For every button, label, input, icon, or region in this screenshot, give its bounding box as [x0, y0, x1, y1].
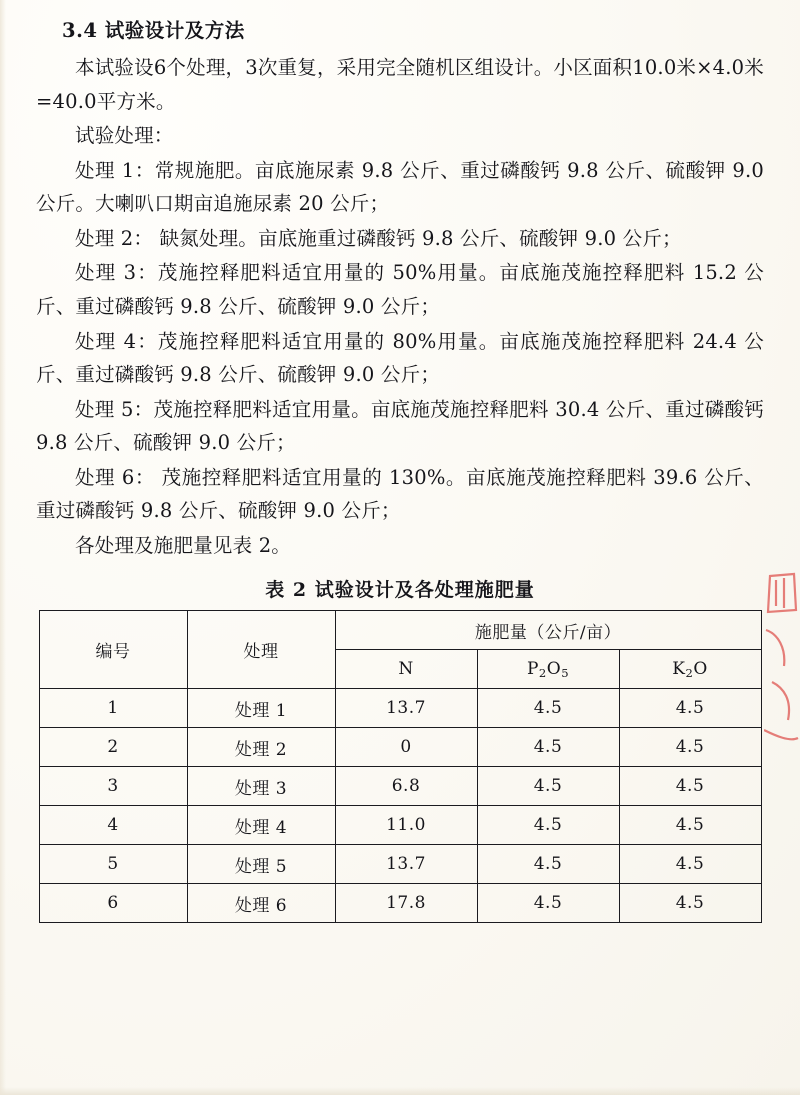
scan-edge-left	[0, 0, 6, 1095]
paragraph-treatment-2: 处理 2： 缺氮处理。亩底施重过磷酸钙 9.8 公斤、硫酸钾 9.0 公斤；	[75, 226, 682, 250]
cell-k: 4.5	[619, 767, 761, 806]
section-heading: 3.4 试验设计及方法	[62, 19, 245, 42]
cell-treatment: 处理 5	[187, 845, 335, 884]
paragraph-treatment-6: 处理 6： 茂施控释肥料适宜用量的 130%。亩底施茂施控释肥料 39.6 公斤、重过磷酸钙 9.8 公斤、硫酸钾 9.0 公斤；	[36, 465, 764, 523]
cell-n: 6.8	[335, 767, 477, 806]
paragraph-treatment-1: 处理 1：常规施肥。亩底施尿素 9.8 公斤、重过磷酸钙 9.8 公斤、硫酸钾 9.0 公斤。大喇叭口期亩追施尿素 20 公斤；	[36, 158, 764, 216]
header-k2o-text: $K_2O$	[672, 658, 708, 680]
cell-treatment: 处理 4	[187, 806, 335, 845]
header-fertilizer-group: 施肥量（公斤/亩）	[335, 611, 761, 650]
paragraph-design-overview: 本试验设6个处理，3次重复，采用完全随机区组设计。小区面积10.0米×4.0米=40.0平方米。	[36, 56, 764, 113]
cell-p: 4.5	[477, 728, 619, 767]
paragraph-treatment-4: 处理 4：茂施控释肥料适宜用量的 80%用量。亩底施茂施控释肥料 24.4 公斤、重过磷酸钙 9.8 公斤、硫酸钾 9.0 公斤；	[36, 329, 764, 387]
header-p2o5	[477, 650, 619, 689]
cell-n: 17.8	[335, 884, 477, 923]
cell-k: 4.5	[619, 728, 761, 767]
cell-number: 6	[39, 884, 187, 923]
table-header-row-1	[39, 611, 761, 650]
cell-treatment: 处理 3	[187, 767, 335, 806]
header-number: 编号	[39, 611, 187, 689]
red-seal-stamp-icon	[764, 570, 800, 760]
paragraph-treatment-3: 处理 3：茂施控释肥料适宜用量的 50%用量。亩底施茂施控释肥料 15.2 公斤、重过磷酸钙 9.8 公斤、硫酸钾 9.0 公斤；	[36, 261, 764, 318]
header-treatment: 处理	[187, 611, 335, 689]
cell-p: 4.5	[477, 689, 619, 728]
cell-number: 3	[39, 767, 187, 806]
table-row	[39, 689, 761, 728]
cell-treatment: 处理 2	[187, 728, 335, 767]
paragraph-treatment-5: 处理 5：茂施控释肥料适宜用量。亩底施茂施控释肥料 30.4 公斤、重过磷酸钙 9.8 公斤、硫酸钾 9.0 公斤；	[36, 397, 764, 455]
table-row	[39, 884, 761, 923]
cell-p: 4.5	[477, 767, 619, 806]
table-row	[39, 728, 761, 767]
header-p2o5-text: $P_2O_5$	[526, 658, 570, 680]
header-k2o	[619, 650, 761, 689]
table-row	[39, 845, 761, 884]
cell-number: 5	[39, 845, 187, 884]
cell-p: 4.5	[477, 884, 619, 923]
fertilizer-design-table	[39, 610, 762, 923]
cell-p: 4.5	[477, 845, 619, 884]
cell-n: 11.0	[335, 806, 477, 845]
cell-number: 4	[39, 806, 187, 845]
cell-k: 4.5	[619, 689, 761, 728]
table-row	[39, 806, 761, 845]
cell-k: 4.5	[619, 884, 761, 923]
header-n: N	[335, 650, 477, 689]
scan-edge-bottom	[0, 1087, 800, 1095]
table-row	[39, 767, 761, 806]
cell-number: 2	[39, 728, 187, 767]
cell-n: 13.7	[335, 845, 477, 884]
paragraph-treatments-label: 试验处理：	[75, 124, 174, 148]
cell-treatment: 处理 6	[187, 884, 335, 923]
cell-n: 0	[335, 728, 477, 767]
table-caption: 表 2 试验设计及各处理施肥量	[265, 579, 535, 602]
cell-treatment: 处理 1	[187, 689, 335, 728]
cell-p: 4.5	[477, 806, 619, 845]
cell-k: 4.5	[619, 845, 761, 884]
paragraph-see-table: 各处理及施肥量见表 2。	[75, 533, 292, 557]
cell-number: 1	[39, 689, 187, 728]
cell-k: 4.5	[619, 806, 761, 845]
cell-n: 13.7	[335, 689, 477, 728]
